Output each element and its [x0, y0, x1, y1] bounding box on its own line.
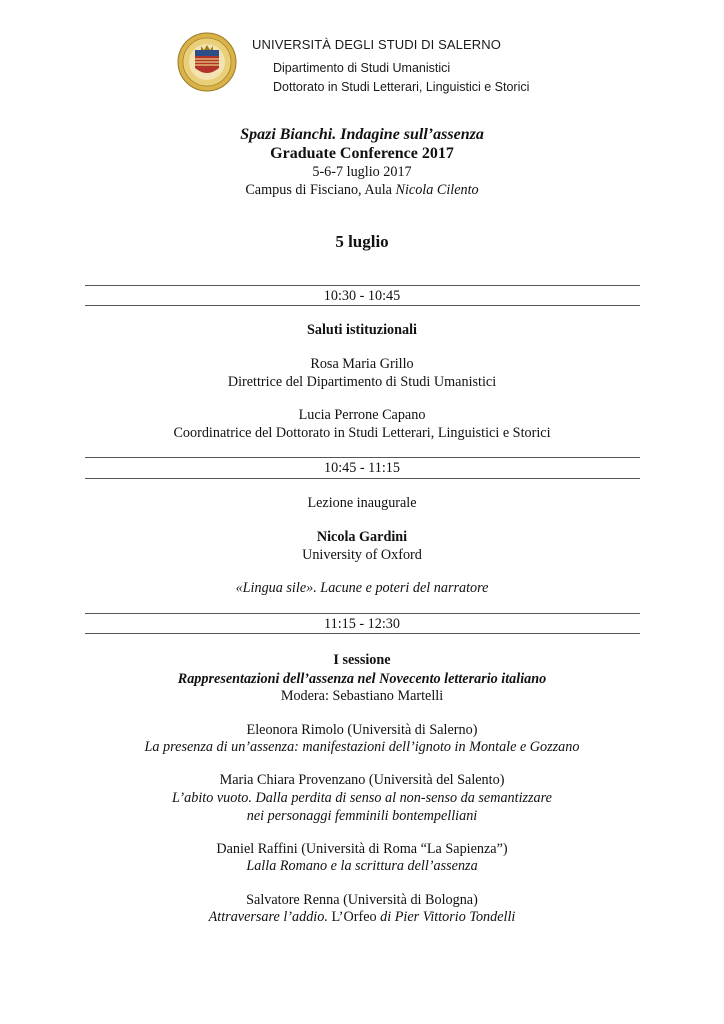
keynote-talk-title: «Lingua sile». Lacune e poteri del narratore	[235, 580, 489, 596]
speaker-role: Coordinatrice del Dottorato in Studi Letterari, Linguistici e Storici	[173, 425, 551, 441]
keynote-speaker: Nicola Gardini	[316, 529, 408, 545]
slot-time: 10:45 - 11:15	[324, 460, 400, 476]
divider	[85, 285, 640, 286]
event-dates: 5-6-7 luglio 2017	[312, 164, 412, 180]
talk-speaker: Maria Chiara Provenzano (Università del Salento)	[219, 772, 505, 788]
event-subtitle: Graduate Conference 2017	[270, 145, 454, 162]
talk-title: Lalla Romano e la scrittura dell’assenza	[246, 858, 478, 874]
talk-title: Attraversare l’addio. L’Orfeo di Pier Vittorio Tondelli	[208, 909, 516, 925]
event-title: Spazi Bianchi. Indagine sull’assenza	[240, 126, 484, 143]
slot-time: 11:15 - 12:30	[324, 616, 400, 632]
divider	[85, 478, 640, 479]
day-heading: 5 luglio	[335, 232, 389, 251]
session-moderator: Modera: Sebastiano Martelli	[280, 688, 444, 704]
divider	[85, 633, 640, 634]
talk-title-cont: nei personaggi femminili bontempelliani	[246, 808, 478, 824]
divider	[85, 613, 640, 614]
talk-speaker: Daniel Raffini (Università di Roma “La Sapienza”)	[216, 841, 508, 857]
speaker-role: Direttrice del Dipartimento di Studi Umanistici	[227, 374, 497, 390]
talk-speaker: Eleonora Rimolo (Università di Salerno)	[246, 722, 478, 738]
university-name: UNIVERSITÀ DEGLI STUDI DI SALERNO	[252, 37, 501, 52]
divider	[85, 457, 640, 458]
talk-title: La presenza di un’assenza: manifestazioni dell’ignoto in Montale e Gozzano	[144, 739, 580, 755]
university-seal-logo	[177, 32, 237, 92]
slot-heading: Saluti istituzionali	[307, 322, 417, 338]
slot-label: Lezione inaugurale	[307, 495, 417, 511]
department-name: Dipartimento di Studi Umanistici	[273, 61, 451, 75]
session-heading: I sessione	[333, 652, 391, 668]
talk-speaker: Salvatore Renna (Università di Bologna)	[246, 892, 478, 908]
slot-time: 10:30 - 10:45	[323, 288, 401, 304]
speaker-name: Rosa Maria Grillo	[310, 356, 414, 372]
divider	[85, 305, 640, 306]
venue-room: Nicola Cilento	[395, 182, 479, 198]
keynote-affiliation: University of Oxford	[302, 547, 422, 563]
doctorate-name: Dottorato in Studi Letterari, Linguistici e Storici	[273, 80, 530, 94]
talk-title: L’abito vuoto. Dalla perdita di senso al non-senso da semantizzare	[172, 790, 552, 806]
speaker-name: Lucia Perrone Capano	[298, 407, 426, 423]
event-venue: Campus di Fisciano, Aula Nicola Cilento	[245, 182, 479, 198]
session-title: Rappresentazioni dell’assenza nel Novecento letterario italiano	[177, 671, 547, 687]
